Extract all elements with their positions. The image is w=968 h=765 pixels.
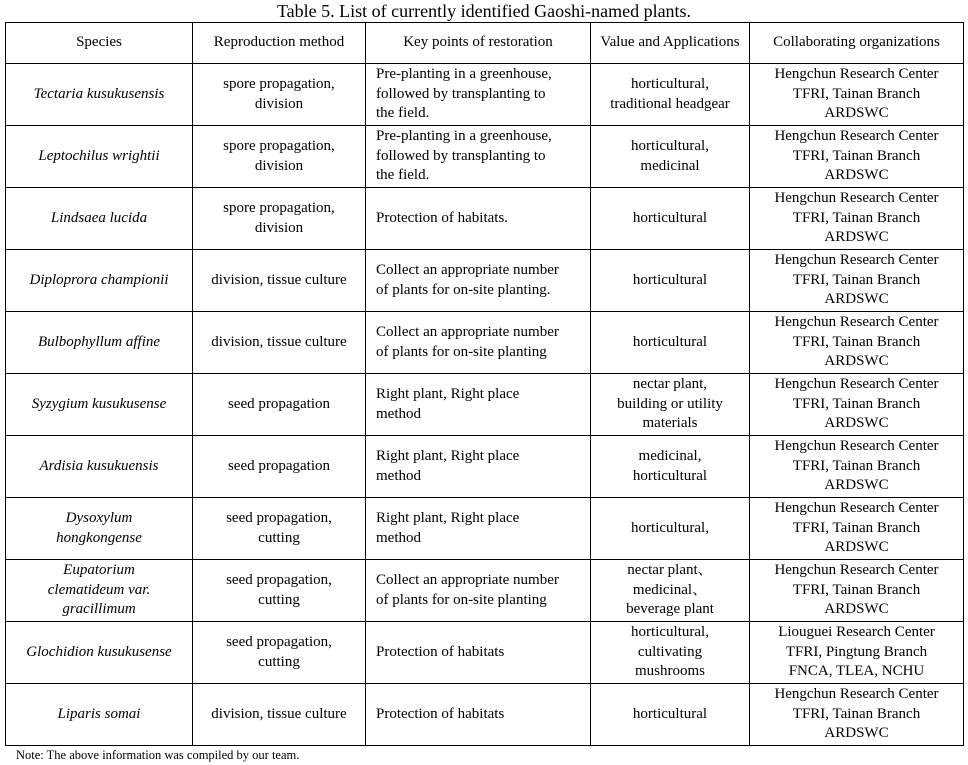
value-cell [591, 436, 750, 498]
table-row [6, 312, 964, 374]
value-cell [591, 126, 750, 188]
cell-line: division [254, 95, 304, 112]
cell-line: followed by transplanting to [376, 85, 546, 102]
cell-line: nectar plant, [632, 376, 708, 393]
value-cell [591, 622, 750, 684]
reproduction-cell [193, 64, 366, 126]
cell-line: Ardisia kusukuensis [39, 457, 159, 474]
table-row [6, 498, 964, 560]
organizations-cell [750, 684, 964, 746]
restoration-cell [366, 188, 591, 250]
cell-line: the field. [376, 105, 430, 122]
cell-line: of plants for on-site planting. [376, 281, 551, 298]
cell-line: method [376, 405, 421, 422]
cell-line: cutting [258, 591, 300, 608]
cell-line: of plants for on-site planting [376, 343, 547, 360]
header-restoration: Key points of restoration [366, 23, 591, 64]
cell-line: Collect an appropriate number [376, 324, 559, 340]
value-cell [591, 498, 750, 560]
organizations-cell [750, 436, 964, 498]
cell-line: Pre-planting in a greenhouse, [376, 128, 552, 145]
cell-line: horticultural, [631, 519, 709, 536]
cell-line: spore propagation, [223, 138, 335, 154]
value-cell [591, 684, 750, 746]
cell-line: Hengchun Research Center [774, 128, 939, 145]
cell-line: hongkongense [56, 529, 142, 546]
restoration-cell [366, 560, 591, 622]
cell-line: horticultural [632, 271, 708, 288]
species-cell [6, 312, 193, 374]
cell-line: ARDSWC [824, 415, 889, 432]
cell-line: method [376, 467, 421, 484]
cell-line: Right plant, Right place [376, 448, 520, 464]
cell-line: ARDSWC [824, 539, 889, 556]
cell-line: medicinal、 [632, 581, 708, 598]
cell-line: TFRI, Tainan Branch [792, 705, 921, 722]
header-value: Value and Applications [591, 23, 750, 64]
plants-table [5, 22, 964, 746]
cell-line: Protection of habitats [376, 705, 505, 722]
reproduction-cell [193, 374, 366, 436]
cell-line: TFRI, Pingtung Branch [785, 643, 928, 660]
cell-line: TFRI, Tainan Branch [792, 581, 921, 598]
restoration-cell [366, 498, 591, 560]
table-row [6, 436, 964, 498]
reproduction-cell [193, 188, 366, 250]
value-cell [591, 250, 750, 312]
cell-line: seed propagation, [226, 510, 332, 526]
cell-line: Protection of habitats [376, 643, 505, 660]
cell-line: beverage plant [626, 601, 714, 618]
table-row [6, 250, 964, 312]
cell-line: Collect an appropriate number [376, 572, 559, 588]
species-cell [6, 374, 193, 436]
cell-line: spore propagation, [223, 76, 335, 92]
reproduction-cell [193, 436, 366, 498]
cell-line: TFRI, Tainan Branch [792, 395, 921, 412]
cell-line: Hengchun Research Center [774, 686, 939, 703]
cell-line: TFRI, Tainan Branch [792, 209, 921, 226]
cell-line: ARDSWC [824, 105, 889, 122]
reproduction-cell [193, 312, 366, 374]
cell-line: followed by transplanting to [376, 147, 546, 164]
cell-line: division, tissue culture [211, 271, 347, 288]
cell-line: horticultural [632, 467, 708, 484]
cell-line: medicinal [640, 157, 700, 174]
species-cell [6, 622, 193, 684]
cell-line: division [254, 157, 304, 174]
restoration-cell [366, 126, 591, 188]
cell-line: the field. [376, 167, 430, 184]
species-cell [6, 498, 193, 560]
cell-line: TFRI, Tainan Branch [792, 457, 921, 474]
table-row [6, 622, 964, 684]
table-row [6, 126, 964, 188]
cell-line: Hengchun Research Center [774, 252, 939, 269]
species-cell [6, 64, 193, 126]
cell-line: Protection of habitats. [376, 209, 509, 226]
cell-line: Hengchun Research Center [774, 376, 939, 393]
cell-line: division, tissue culture [211, 333, 347, 350]
cell-line: Hengchun Research Center [774, 66, 939, 83]
organizations-cell [750, 622, 964, 684]
species-cell [6, 188, 193, 250]
table-caption: Table 5. List of currently identified Gaoshi-named plants. [276, 1, 692, 21]
restoration-cell [366, 374, 591, 436]
organizations-cell [750, 64, 964, 126]
table-note: Note: The above information was compiled by our team. [16, 748, 300, 762]
cell-line: seed propagation [227, 395, 331, 412]
cell-line: cutting [258, 653, 300, 670]
reproduction-cell [193, 498, 366, 560]
header-row [6, 23, 964, 64]
cell-line: horticultural, [631, 624, 709, 641]
restoration-cell [366, 684, 591, 746]
value-cell [591, 312, 750, 374]
cell-line: Dysoxylum [65, 510, 133, 526]
cell-line: spore propagation, [223, 200, 335, 216]
cell-line: Liouguei Research Center [778, 624, 935, 641]
cell-line: horticultural [632, 705, 708, 722]
cell-line: method [376, 529, 421, 546]
cell-line: seed propagation, [226, 572, 332, 588]
cell-line: building or utility [617, 395, 723, 412]
table-row [6, 560, 964, 622]
cell-line: materials [642, 415, 698, 432]
reproduction-cell [193, 684, 366, 746]
cell-line: Diploprora championii [29, 271, 169, 288]
cell-line: Leptochilus wrightii [38, 147, 160, 164]
cell-line: nectar plant、 [627, 562, 713, 579]
cell-line: FNCA, TLEA, NCHU [788, 663, 925, 680]
table-row [6, 188, 964, 250]
header-reproduction: Reproduction method [193, 23, 366, 64]
cell-line: mushrooms [634, 663, 705, 680]
cell-line: ARDSWC [824, 167, 889, 184]
cell-line: Right plant, Right place [376, 386, 520, 402]
species-cell [6, 126, 193, 188]
cell-line: ARDSWC [824, 353, 889, 370]
cell-line: ARDSWC [824, 601, 889, 618]
cell-line: horticultural, [631, 138, 709, 154]
organizations-cell [750, 498, 964, 560]
cell-line: division [254, 219, 304, 236]
cell-line: cutting [258, 529, 300, 546]
cell-line: Pre-planting in a greenhouse, [376, 66, 552, 83]
species-cell [6, 250, 193, 312]
value-cell [591, 188, 750, 250]
cell-line: TFRI, Tainan Branch [792, 147, 921, 164]
value-cell [591, 64, 750, 126]
cell-line: Glochidion kusukusense [26, 643, 172, 660]
header-species: Species [6, 23, 193, 64]
cell-line: Eupatorium [63, 562, 135, 579]
cell-line: Hengchun Research Center [774, 500, 939, 517]
cell-line: Tectaria kusukusensis [33, 85, 165, 102]
organizations-cell [750, 374, 964, 436]
cell-line: seed propagation [227, 457, 331, 474]
species-cell [6, 436, 193, 498]
organizations-cell [750, 560, 964, 622]
cell-line: cultivating [637, 643, 703, 660]
organizations-cell [750, 250, 964, 312]
cell-line: Collect an appropriate number [376, 262, 559, 278]
cell-line: ARDSWC [824, 229, 889, 246]
cell-line: ARDSWC [824, 725, 889, 742]
cell-line: ARDSWC [824, 291, 889, 308]
cell-line: clematideum var. [47, 581, 151, 598]
cell-line: Hengchun Research Center [774, 438, 939, 455]
reproduction-cell [193, 250, 366, 312]
species-cell [6, 560, 193, 622]
restoration-cell [366, 64, 591, 126]
species-cell [6, 684, 193, 746]
value-cell [591, 560, 750, 622]
table-row [6, 684, 964, 746]
restoration-cell [366, 436, 591, 498]
cell-line: Lindsaea lucida [50, 209, 148, 226]
cell-line: horticultural [632, 333, 708, 350]
cell-line: TFRI, Tainan Branch [792, 519, 921, 536]
restoration-cell [366, 622, 591, 684]
cell-line: gracillimum [62, 601, 136, 618]
cell-line: Hengchun Research Center [774, 314, 939, 331]
organizations-cell [750, 188, 964, 250]
cell-line: seed propagation, [226, 634, 332, 650]
cell-line: Bulbophyllum affine [37, 333, 161, 350]
cell-line: horticultural [632, 209, 708, 226]
value-cell [591, 374, 750, 436]
cell-line: horticultural, [631, 76, 709, 92]
table-row [6, 64, 964, 126]
cell-line: Liparis somai [57, 705, 141, 722]
cell-line: ARDSWC [824, 477, 889, 494]
cell-line: Right plant, Right place [376, 510, 520, 526]
reproduction-cell [193, 560, 366, 622]
cell-line: TFRI, Tainan Branch [792, 271, 921, 288]
cell-line: of plants for on-site planting [376, 591, 547, 608]
cell-line: division, tissue culture [211, 705, 347, 722]
reproduction-cell [193, 622, 366, 684]
restoration-cell [366, 250, 591, 312]
cell-line: Hengchun Research Center [774, 190, 939, 207]
organizations-cell [750, 312, 964, 374]
table-row [6, 374, 964, 436]
header-organizations: Collaborating organizations [750, 23, 964, 64]
cell-line: Hengchun Research Center [774, 562, 939, 579]
cell-line: medicinal, [638, 448, 702, 464]
cell-line: TFRI, Tainan Branch [792, 85, 921, 102]
cell-line: TFRI, Tainan Branch [792, 333, 921, 350]
cell-line: traditional headgear [610, 95, 730, 112]
cell-line: Syzygium kusukusense [31, 395, 167, 412]
restoration-cell [366, 312, 591, 374]
reproduction-cell [193, 126, 366, 188]
organizations-cell [750, 126, 964, 188]
